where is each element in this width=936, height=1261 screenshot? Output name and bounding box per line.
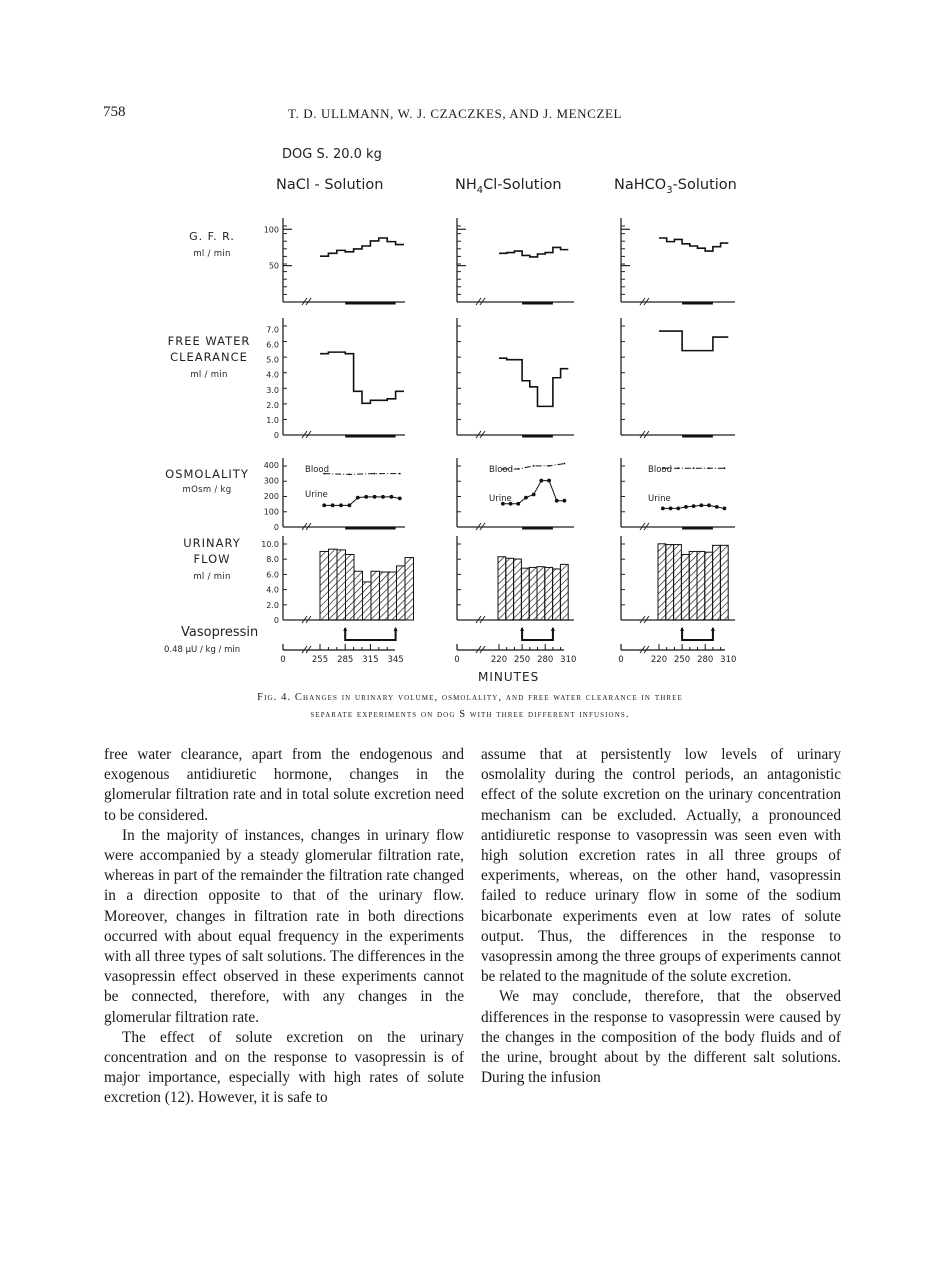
flow-bar — [363, 582, 372, 620]
flow-bar — [674, 545, 682, 620]
flow-bar — [720, 545, 728, 620]
flow-bar — [529, 567, 537, 620]
time-tick-label: 220 — [650, 655, 668, 665]
flow-bar — [329, 549, 338, 620]
blood-point — [533, 465, 535, 467]
y-tick-label: 3.0 — [266, 385, 279, 395]
urine-point — [539, 479, 543, 483]
y-tick-label: 300 — [263, 476, 279, 486]
time-tick-label: 0 — [280, 655, 286, 665]
flow-bar — [689, 551, 697, 620]
urine-point — [532, 493, 536, 497]
flow-bar — [666, 545, 674, 620]
vasopressin-bracket — [522, 628, 553, 640]
page-number: 758 — [103, 104, 126, 120]
time-tick-label: 220 — [490, 655, 508, 665]
urine-point — [339, 503, 343, 507]
y-tick-label: 0 — [273, 431, 279, 440]
paragraph: In the majority of instances, changes in urinary flow were accompanied by a steady glomerular filtration rate, whereas in part of the remainder the filtration rate changed in a direction opposite to that of the urinary flow. Moreover, changes in filtration rate in both directions occurred with about equal frequency in the experiments with all three types of salt solutions. The differences in the vasopressin effect observed in these experiments cannot be connected, therefore, with any changes in the glomerular filtration rate. — [104, 826, 464, 1026]
urine-point — [390, 495, 394, 499]
flow-bar — [397, 566, 406, 620]
panel-title-nacl: NaCl - Solution — [276, 177, 384, 193]
flow-bar — [697, 551, 705, 620]
y-tick-label: 8.0 — [266, 555, 279, 565]
y-tick-label: 5.0 — [266, 355, 279, 365]
y-tick-label: 50 — [268, 261, 279, 271]
arrowhead — [551, 627, 555, 631]
urine-point — [348, 503, 352, 507]
urine-point — [715, 505, 719, 509]
y-tick-label: 4.0 — [266, 585, 279, 595]
body-column-left — [104, 745, 464, 1109]
flow-bar — [498, 557, 506, 620]
urine-point — [398, 496, 402, 500]
flow-bar — [681, 554, 689, 620]
fwc-series-nh4cl — [499, 358, 568, 406]
time-tick-label: 315 — [362, 655, 379, 665]
flow-bar — [405, 558, 414, 620]
blood-point — [349, 473, 351, 475]
y-tick-label: 200 — [263, 492, 279, 502]
gfr-series-nh4cl — [499, 247, 568, 256]
flow-bar — [537, 567, 545, 620]
y-tick-label: 7.0 — [266, 325, 279, 335]
urine-point — [322, 503, 326, 507]
y-tick-label: 6.0 — [266, 570, 279, 580]
urine-point — [524, 496, 528, 500]
time-tick-label: 255 — [311, 655, 329, 665]
row-label-free-water-clearance: FREE WATER — [167, 334, 251, 348]
y-tick-label: 2.0 — [266, 600, 279, 610]
figure-caption-line1: Fig. 4. Changes in urinary volume, osmolality, and free water clearance in three — [257, 692, 683, 703]
legend-blood: Blood — [305, 465, 329, 475]
paragraph: assume that at persistently low levels of urinary osmolality during the control periods, an antagonistic effect of the solute excretion on the urinary concentration mechanism can be excluded. Actually, a pronounced antidiuretic response to vasopressin was seen even with high solution excretion rates in all three groups of experiments, whereas, on the other hand, vasopressin failed to reduce urinary flow in some of the sodium bicarbonate experiments even at low rates of solute output. Thus, the differences in the response to vasopressin among the three groups of experiments cannot be related to the magnitude of the solute excretion. — [481, 746, 841, 986]
paragraph: free water clearance, apart from the endogenous and exogenous antidiuretic hormone, changes in the glomerular filtration rate and in total solute excretion need to be considered. — [104, 746, 464, 824]
arrowhead — [520, 627, 524, 631]
urine-point — [684, 505, 688, 509]
y-tick-label: 0 — [273, 616, 279, 625]
fwc-series-nahco3 — [659, 331, 728, 351]
time-tick-label: 310 — [560, 655, 577, 665]
legend-urine: Urine — [648, 494, 671, 504]
flow-bar — [380, 572, 389, 620]
nahco3-part1: NaHCO — [614, 177, 667, 193]
legend-urine: Urine — [489, 494, 512, 504]
time-tick-label: 0 — [454, 655, 460, 665]
flow-bar — [371, 571, 380, 620]
panel-title-nh4cl — [455, 177, 562, 196]
blood-point — [517, 468, 519, 470]
flow-bar — [553, 569, 561, 620]
time-tick-label: 250 — [673, 655, 691, 665]
urine-point — [516, 502, 520, 506]
flow-bar — [560, 564, 568, 620]
row-label-gfr: ml / min — [193, 249, 231, 259]
blood-point — [693, 467, 695, 469]
time-tick-label: 280 — [537, 655, 554, 665]
time-tick-label: 310 — [720, 655, 737, 665]
flow-bar — [337, 550, 346, 620]
row-label-free-water-clearance: CLEARANCE — [170, 350, 248, 364]
row-label-gfr: G. F. R. — [189, 230, 235, 243]
time-tick-label: 345 — [387, 655, 404, 665]
blood-point — [677, 467, 679, 469]
flow-bar — [545, 567, 553, 620]
urine-point — [547, 479, 551, 483]
flow-bar — [514, 559, 522, 620]
blood-point — [399, 473, 401, 475]
urine-point — [661, 507, 665, 511]
gfr-series-nacl — [320, 238, 404, 256]
osm-line-nacl-urine — [324, 497, 400, 506]
time-tick-label: 280 — [697, 655, 714, 665]
urine-point — [723, 507, 727, 511]
row-label-vasopressin-dose: 0.48 µU / kg / min — [164, 645, 241, 655]
gfr-series-nahco3 — [659, 238, 728, 251]
urine-point — [381, 495, 385, 499]
legend-blood: Blood — [489, 465, 513, 475]
figure-caption-line2: separate experiments on dog S with three different infusions. — [310, 709, 630, 720]
blood-point — [548, 465, 550, 467]
flow-bar — [506, 558, 514, 620]
nahco3-part2: -Solution — [672, 177, 737, 193]
running-head: T. D. ULLMANN, W. J. CZACZKES, AND J. MENCZEL — [288, 106, 623, 121]
legend-urine: Urine — [305, 490, 328, 500]
urine-point — [707, 503, 711, 507]
flow-bar — [354, 571, 363, 620]
fwc-series-nacl — [320, 352, 404, 403]
y-tick-label: 2.0 — [266, 400, 279, 410]
osm-line-nacl-blood — [324, 474, 400, 475]
blood-point — [724, 467, 726, 469]
flow-bar — [521, 568, 529, 620]
y-tick-label: 4.0 — [266, 370, 279, 380]
urine-point — [356, 496, 360, 500]
flow-bar — [320, 551, 329, 620]
urine-point — [331, 503, 335, 507]
paragraph: We may conclude, therefore, that the observed differences in the response to vasopressin were caused by the changes in the composition of the body fluids and of the urine, brought about by the different salt solutions. During the infusion — [481, 988, 841, 1087]
row-label-free-water-clearance: ml / min — [190, 370, 228, 380]
arrowhead — [343, 627, 347, 631]
blood-point — [564, 463, 566, 465]
flow-bar — [388, 572, 397, 620]
nh4cl-sub: 4 — [476, 185, 484, 196]
flow-bar — [346, 554, 355, 620]
body-column-right — [481, 745, 841, 1088]
y-tick-label: 1.0 — [266, 415, 279, 425]
urine-point — [669, 507, 673, 511]
x-axis-label: MINUTES — [478, 670, 540, 684]
time-tick-label: 250 — [513, 655, 531, 665]
vasopressin-bracket — [682, 628, 713, 640]
flow-bar — [658, 544, 666, 620]
panel-title-nahco3 — [614, 177, 737, 196]
time-tick-label: 0 — [618, 655, 624, 665]
row-label-urinary-flow: ml / min — [193, 572, 231, 582]
arrowhead — [394, 627, 398, 631]
row-label-osmolality: OSMOLALITY — [165, 467, 249, 481]
row-label-urinary-flow: URINARY — [183, 536, 241, 550]
blood-point — [708, 467, 710, 469]
nahco3-sub: 3 — [666, 185, 673, 196]
row-label-osmolality: mOsm / kg — [182, 485, 232, 495]
y-tick-label: 0 — [273, 523, 279, 532]
flow-bar — [713, 545, 721, 620]
y-tick-label: 400 — [263, 461, 279, 471]
urine-point — [676, 507, 680, 511]
urine-point — [364, 495, 368, 499]
row-label-vasopressin: Vasopressin — [181, 625, 259, 640]
y-tick-label: 100 — [263, 225, 279, 235]
figure-subject: DOG S. 20.0 kg — [282, 147, 382, 162]
urine-point — [563, 499, 567, 503]
paragraph: The effect of solute excretion on the urinary concentration and on the response to vasopressin is of major importance, especially with high rates of solute excretion (12). However, it is safe to — [104, 1028, 464, 1107]
vasopressin-bracket — [345, 628, 395, 640]
time-tick-label: 285 — [337, 655, 354, 665]
y-tick-label: 10.0 — [261, 539, 279, 549]
arrowhead — [711, 627, 715, 631]
urine-point — [373, 495, 377, 499]
blood-point — [374, 473, 376, 475]
y-tick-label: 100 — [263, 507, 279, 517]
urine-point — [692, 504, 696, 508]
flow-bar — [705, 552, 713, 620]
row-label-urinary-flow: FLOW — [193, 552, 231, 566]
panels — [261, 218, 736, 665]
nh4cl-part1: NH — [455, 177, 477, 193]
urine-point — [699, 503, 703, 507]
urine-point — [555, 499, 559, 503]
y-tick-label: 6.0 — [266, 340, 279, 350]
arrowhead — [680, 627, 684, 631]
row-labels — [164, 230, 258, 655]
nh4cl-part2: Cl-Solution — [483, 177, 562, 193]
legend-blood: Blood — [648, 465, 672, 475]
